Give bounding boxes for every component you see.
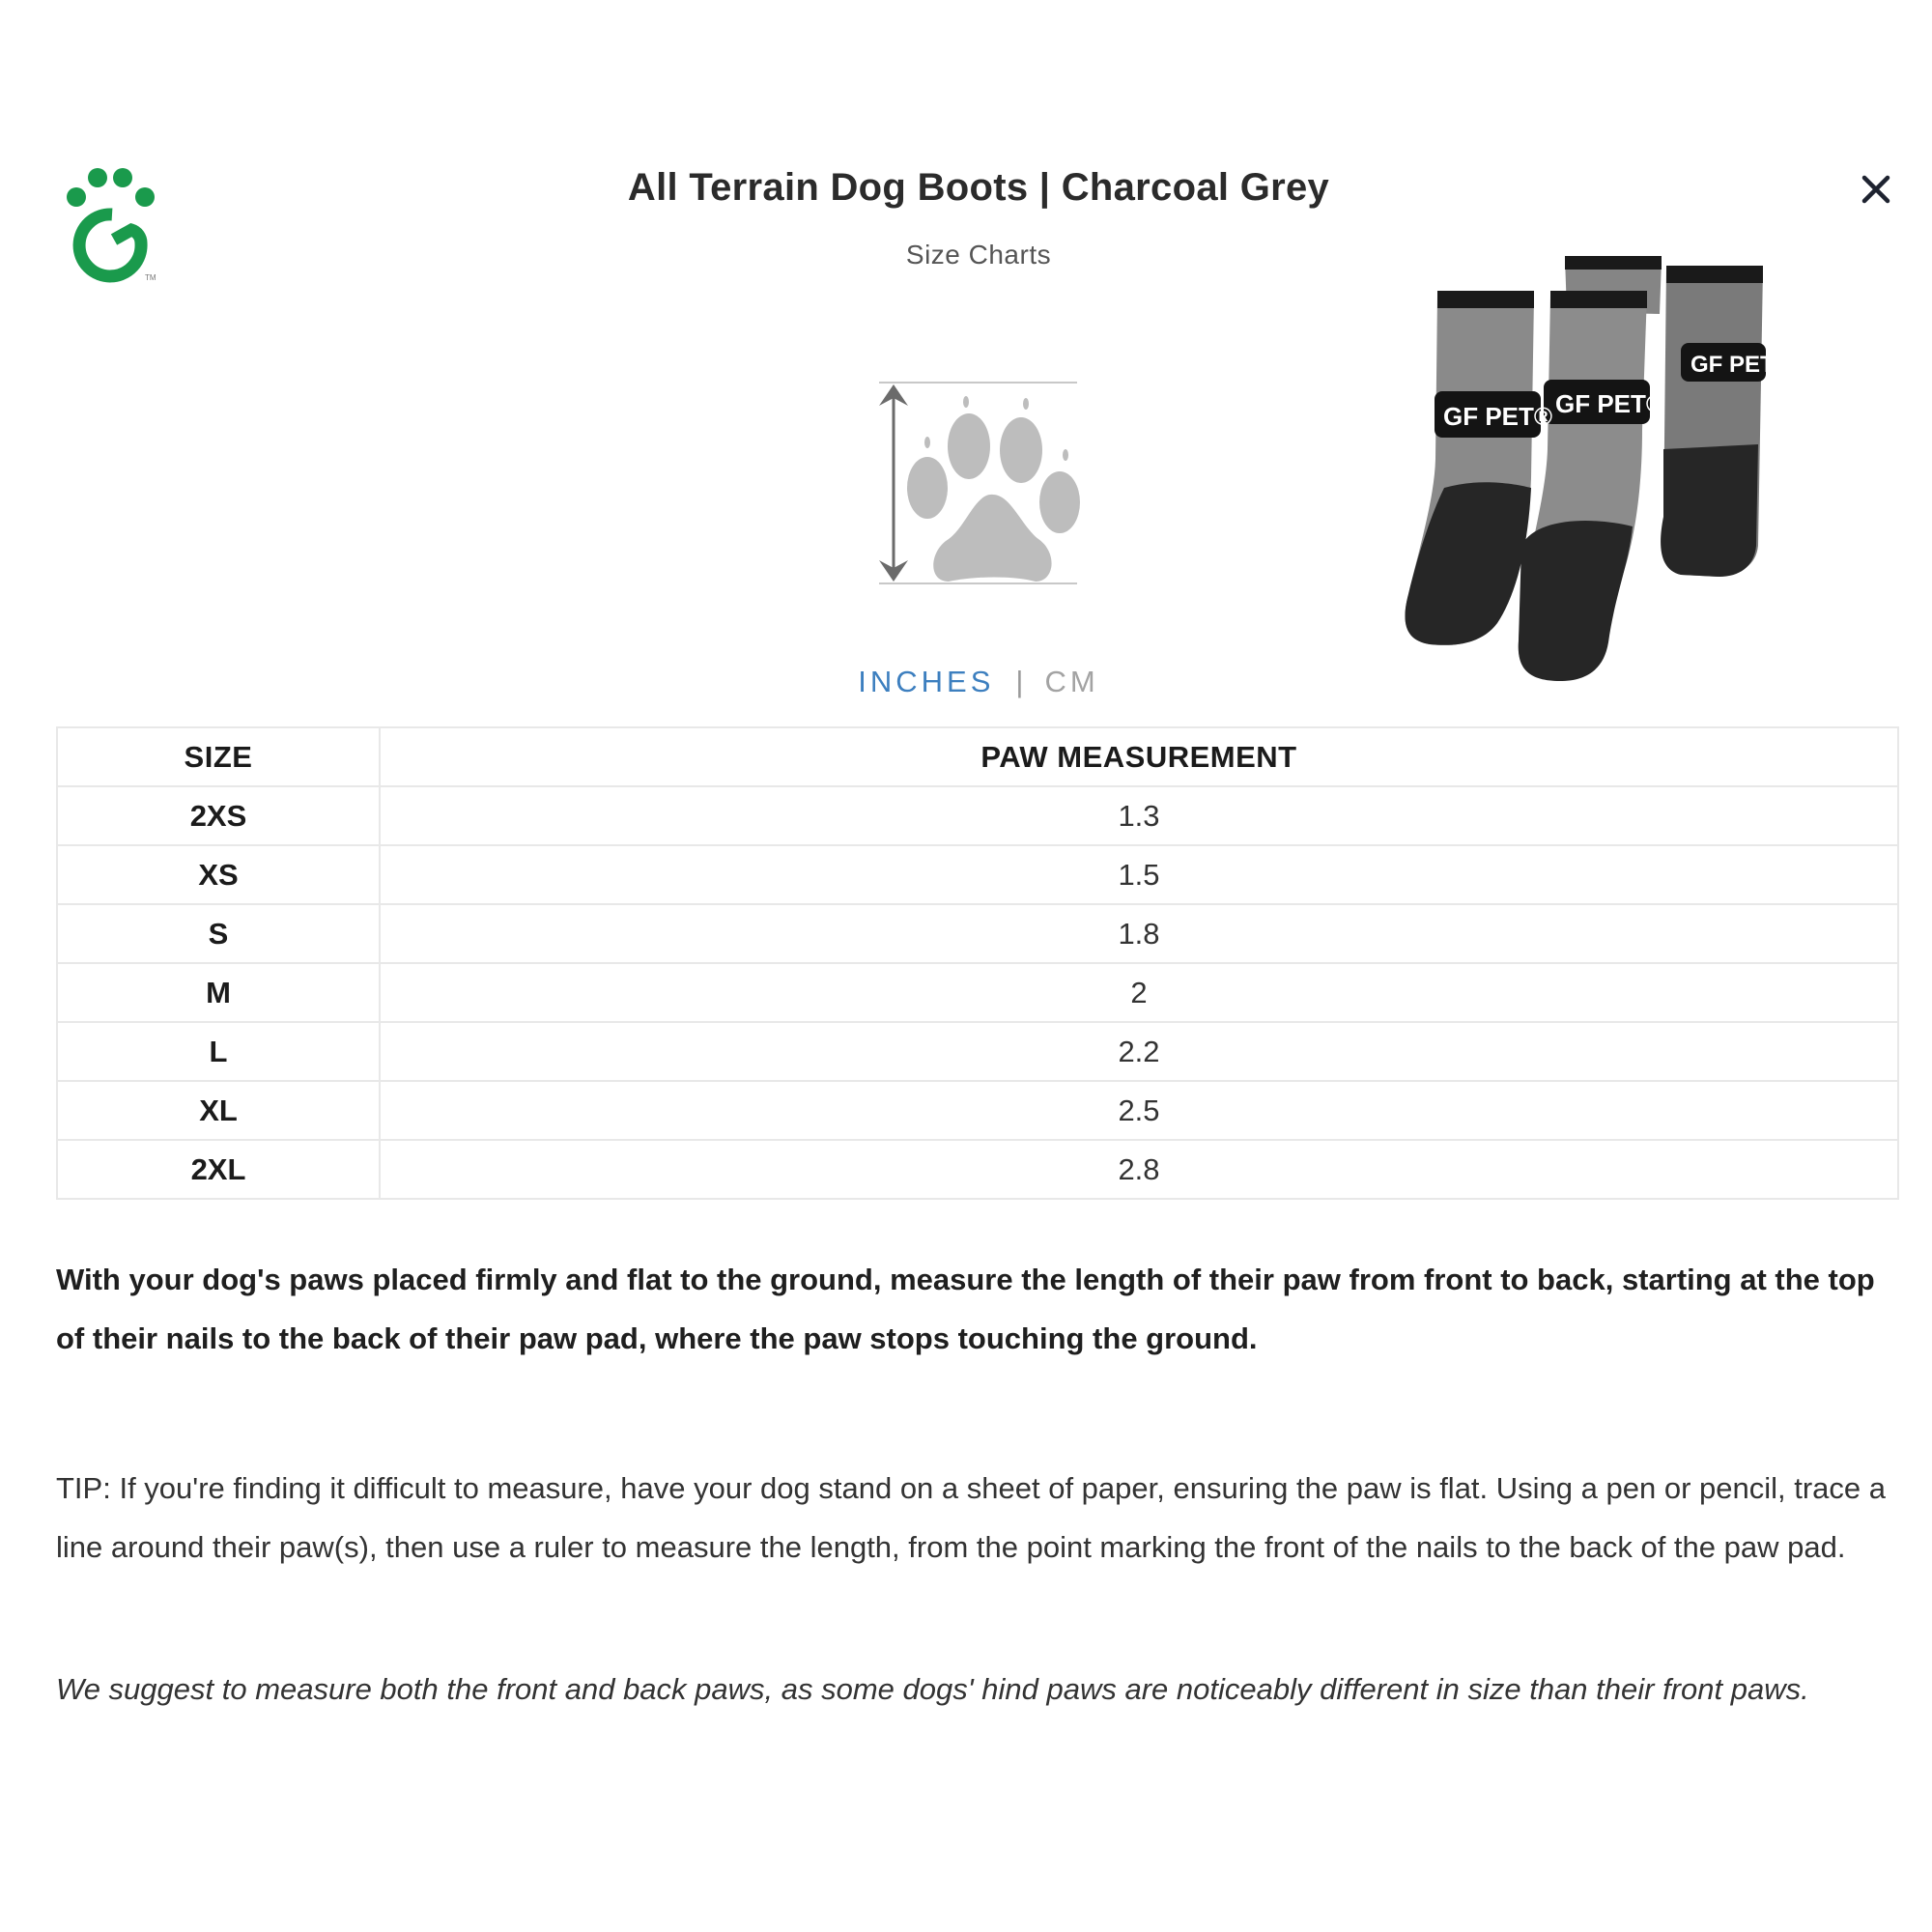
paw-measurement-cell: 2.8 [380, 1140, 1898, 1199]
table-row [57, 845, 1898, 904]
table-row [57, 1140, 1898, 1199]
measurement-instructions: With your dog's paws placed firmly and flat to the ground, measure the length of their paw from front to back, starting at the top of their nails to the back of their paw pad, where the paw stops touching the ground. [56, 1263, 1875, 1355]
table-row [57, 1081, 1898, 1140]
size-chart-table [56, 726, 1899, 1200]
table-row [57, 1022, 1898, 1081]
close-icon [1853, 166, 1899, 213]
size-cell: 2XL [57, 1140, 380, 1199]
paw-measurement-cell: 1.5 [380, 845, 1898, 904]
unit-separator: | [1015, 665, 1024, 698]
trademark-label: TM [145, 273, 156, 282]
size-cell: L [57, 1022, 380, 1081]
table-row [57, 963, 1898, 1022]
boot-strap-label: GF PET® [1443, 402, 1553, 431]
size-cell: M [57, 963, 380, 1022]
table-header-row [57, 727, 1898, 786]
paw-measurement-cell: 2.5 [380, 1081, 1898, 1140]
boot-strap-label: GF PET® [1690, 352, 1787, 378]
measurement-note: We suggest to measure both the front and back paws, as some dogs' hind paws are noticeably different in size than their front paws. [56, 1672, 1809, 1706]
size-cell: S [57, 904, 380, 963]
size-cell: XS [57, 845, 380, 904]
table-row [57, 786, 1898, 845]
page-subtitle: Size Charts [905, 240, 1052, 270]
paw-measurement-cell: 2 [380, 963, 1898, 1022]
paw-measurement-diagram-icon [869, 377, 1082, 589]
product-image [1401, 256, 1787, 686]
size-cell: 2XS [57, 786, 380, 845]
column-header-size: SIZE [57, 727, 380, 786]
page-title: All Terrain Dog Boots | Charcoal Grey [627, 166, 1330, 209]
paw-measurement-diagram [869, 377, 1082, 589]
table-row [57, 904, 1898, 963]
measurement-tip: TIP: If you're finding it difficult to measure, have your dog stand on a sheet of paper, ensuring the paw is flat. Using a pen or pencil, trace a line around their paw(s), then use a ruler to measure the length, from the point marking the front of the nails to the back of the paw pad. [56, 1471, 1886, 1564]
unit-toggle [0, 665, 1932, 699]
paw-measurement-cell: 2.2 [380, 1022, 1898, 1081]
paw-measurement-cell: 1.3 [380, 786, 1898, 845]
charcoal-grey-dog-boots-photo [1401, 256, 1787, 686]
boot-strap-label: GF PET® [1555, 389, 1665, 418]
unit-cm-tab[interactable]: CM [1044, 665, 1099, 698]
column-header-paw-measurement: PAW MEASUREMENT [380, 727, 1898, 786]
close-button[interactable] [1853, 166, 1899, 213]
size-cell: XL [57, 1081, 380, 1140]
paw-measurement-cell: 1.8 [380, 904, 1898, 963]
unit-inches-tab[interactable]: INCHES [858, 665, 995, 698]
